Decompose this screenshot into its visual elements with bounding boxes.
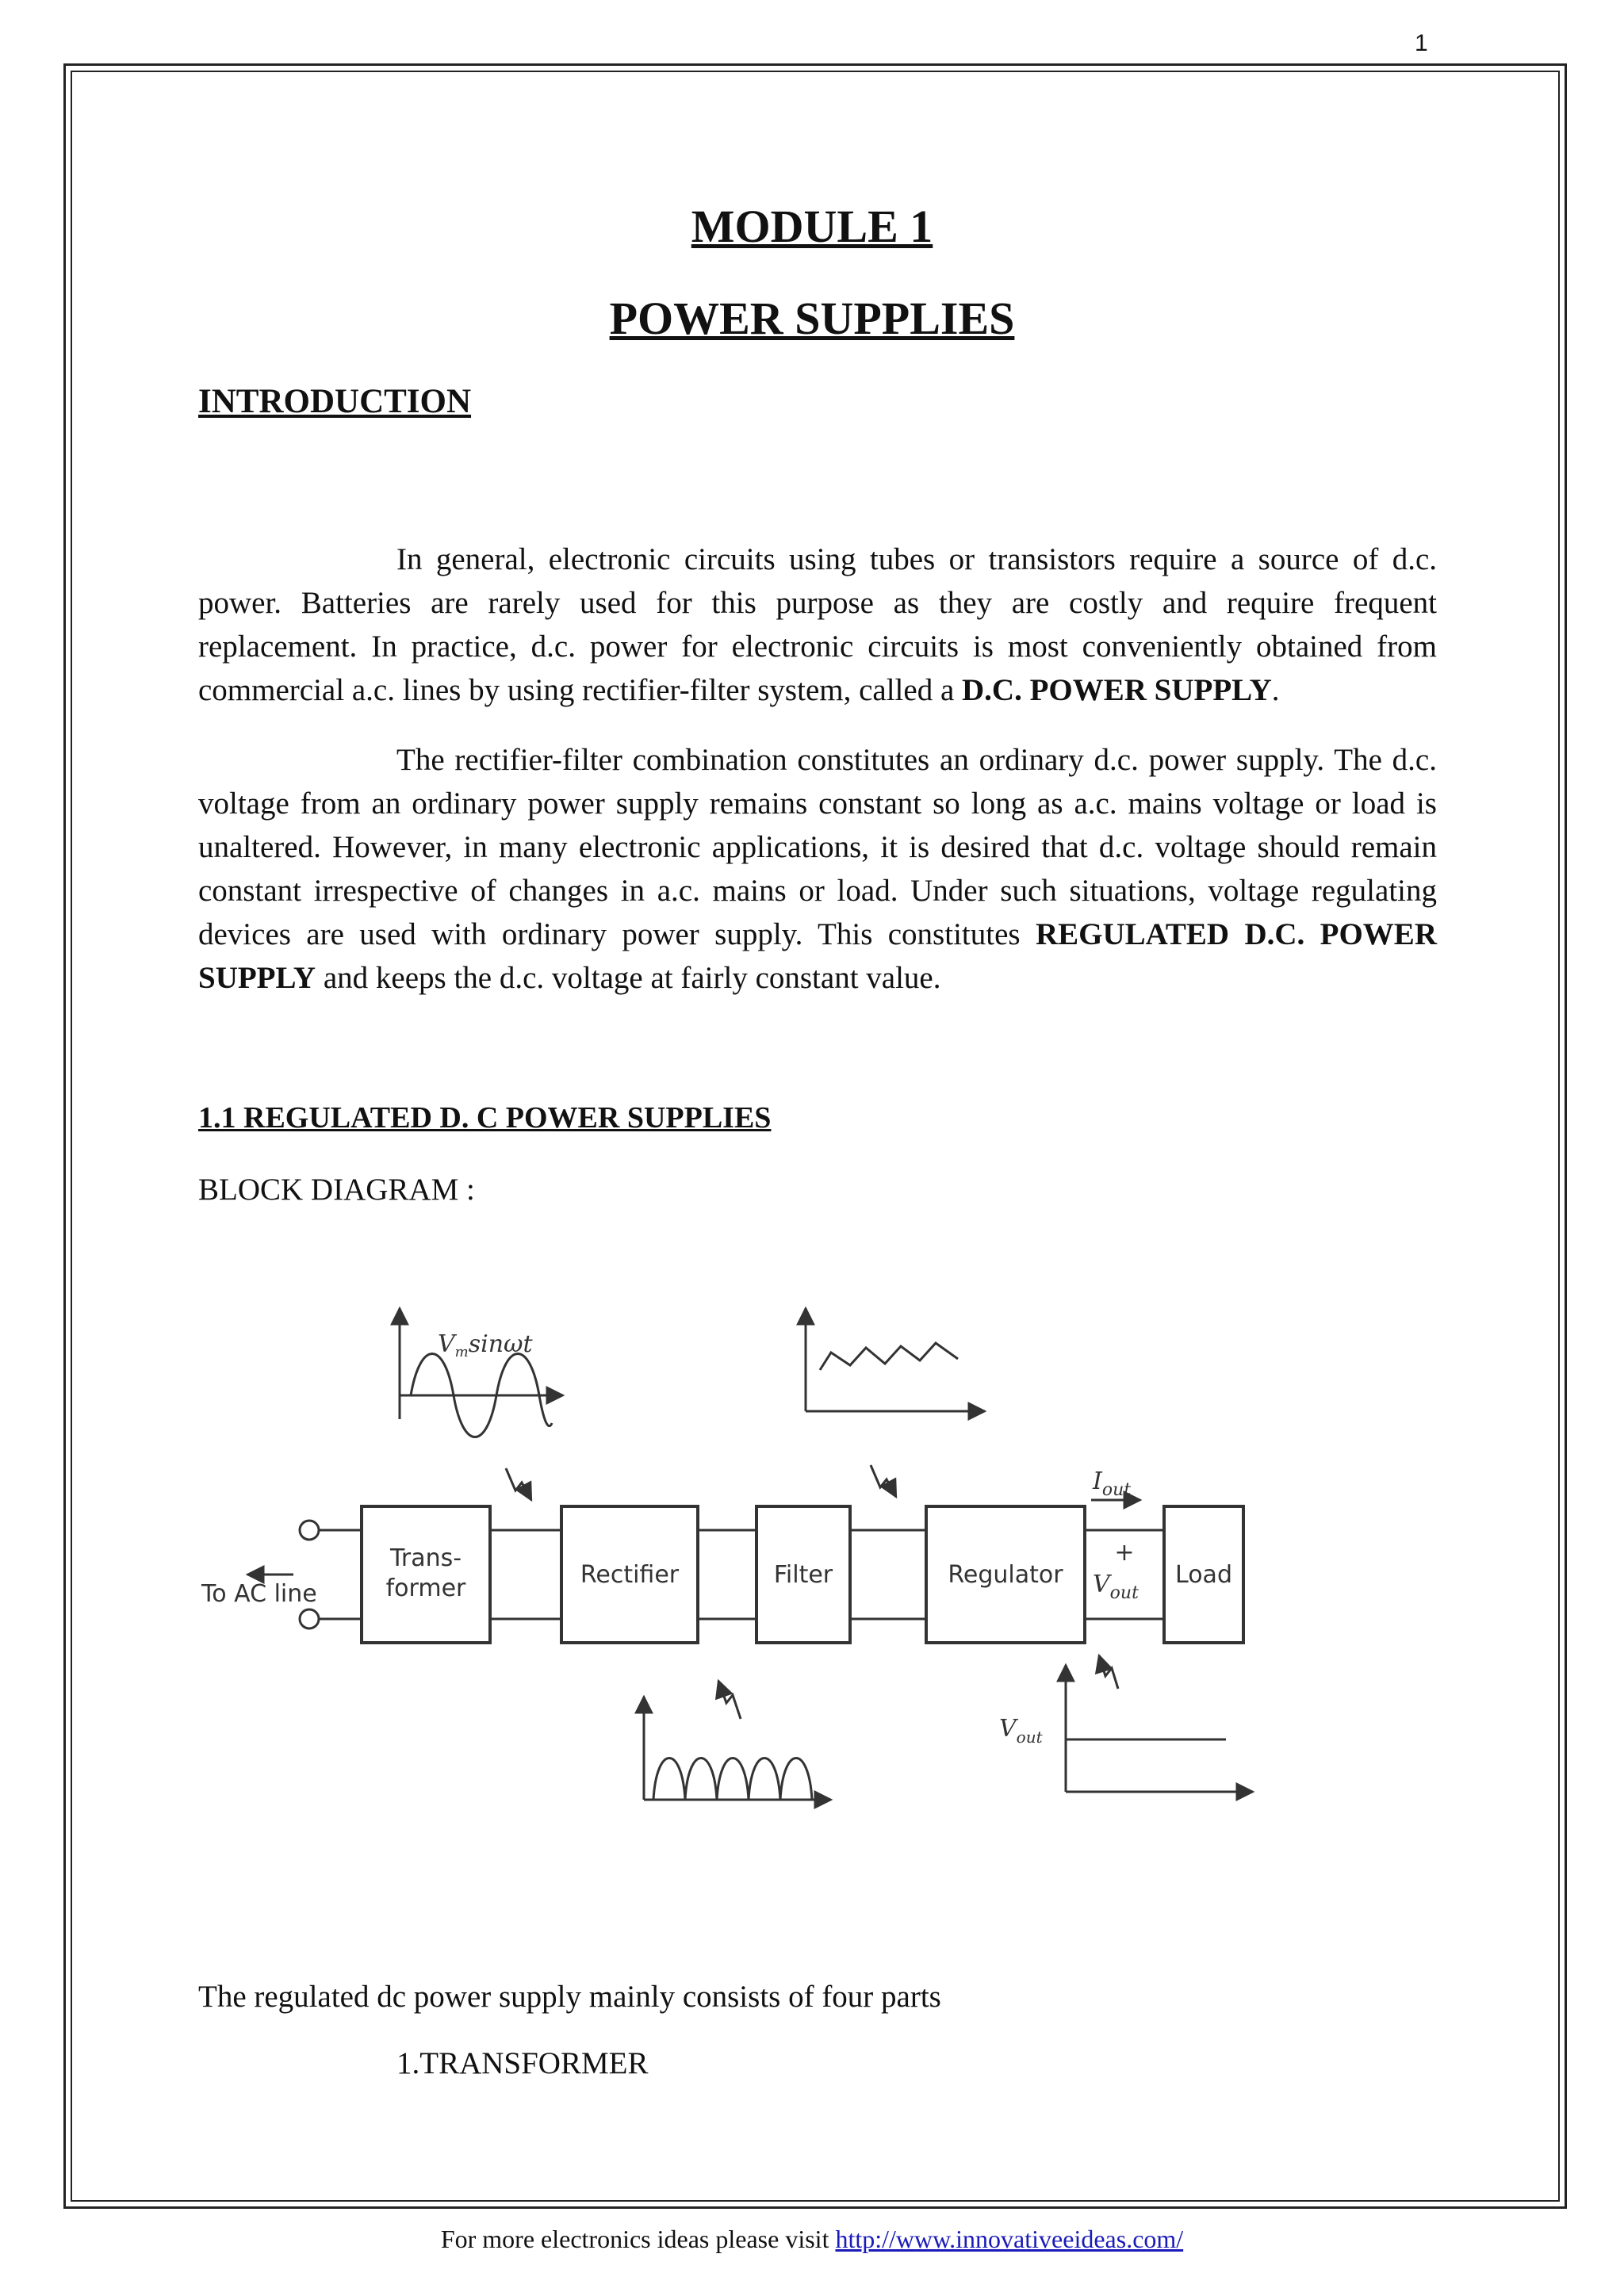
load-label: Load xyxy=(1175,1561,1232,1589)
input-terminal-bottom xyxy=(300,1609,319,1628)
footer xyxy=(0,2225,1624,2254)
rectifier-label: Rectifier xyxy=(580,1561,680,1589)
intro-paragraph-1-text: In general, electronic circuits using tubes or transistors require a source of d.c. power. Batteries are rarely used for this purpose as they are costly and require frequent replacement. In practice, d.c. power for electronic circuits is most conveniently obtained from commercial a.c. lines by using rectifier-filter system, called a xyxy=(198,542,1437,707)
dc-output-voltage-label: $V_{out}$ xyxy=(999,1715,1043,1747)
input-waveform-label: $V_m\sin\omega t$ xyxy=(438,1330,533,1360)
dc-power-supply-term: D.C. POWER SUPPLY xyxy=(962,673,1272,707)
footer-link[interactable]: http://www.innovativeeideas.com/ xyxy=(835,2225,1184,2253)
intro-paragraph-2-text: The rectifier-filter combination constitutes an ordinary d.c. power supply. The d.c. voltage from an ordinary power supply remains constant so long as a.c. mains voltage or load is unaltered. However, in many electronic applications, it is desired that d.c. voltage should remain constant irrespective of changes in a.c. mains or load. Under such situations, voltage regulating devices are used with ordinary power supply. This constitutes xyxy=(198,743,1437,951)
output-plus-sign: + xyxy=(1114,1539,1135,1567)
intro-paragraph-1-end: . xyxy=(1271,673,1280,707)
output-minus-sign: - xyxy=(1120,1604,1129,1632)
intro-paragraph-1 xyxy=(198,538,1437,712)
filter-label: Filter xyxy=(773,1561,833,1589)
chapter-title: POWER SUPPLIES xyxy=(609,293,1015,344)
intro-paragraph-2-end: and keeps the d.c. voltage at fairly constant value. xyxy=(316,961,941,995)
to-ac-line-label: To AC line xyxy=(201,1580,317,1608)
transformer-label-line-1: Trans- xyxy=(389,1544,462,1572)
output-voltage-label: $V_{out}$ xyxy=(1093,1571,1139,1603)
input-terminal-top xyxy=(300,1521,319,1540)
regulator-label: Regulator xyxy=(948,1561,1063,1589)
block-diagram-label: BLOCK DIAGRAM : xyxy=(198,1173,475,1207)
module-title: MODULE 1 xyxy=(691,201,933,252)
transformer-label-line-2: former xyxy=(385,1575,466,1602)
list-item-transformer: 1.TRANSFORMER xyxy=(396,2046,649,2080)
filtered-output-waveform xyxy=(806,1308,985,1411)
output-current-label: $I_{out}$ xyxy=(1093,1468,1132,1500)
footer-text: For more electronics ideas please visit xyxy=(440,2225,836,2253)
regulated-dc-waveform xyxy=(1066,1665,1253,1792)
introduction-heading: INTRODUCTION xyxy=(198,383,472,420)
summary-sentence: The regulated dc power supply mainly consists of four parts xyxy=(198,1980,941,2014)
regulated-dc-power-supply-term: REGULATED D.C. POWER SUPPLY xyxy=(198,917,1437,995)
ac-input-waveform xyxy=(400,1308,563,1437)
section-heading: 1.1 REGULATED D. C POWER SUPPLIES xyxy=(198,1101,772,1135)
block-diagram xyxy=(190,1292,1300,1831)
intro-paragraph-2 xyxy=(198,738,1437,1000)
page-number: 1 xyxy=(1415,30,1428,56)
